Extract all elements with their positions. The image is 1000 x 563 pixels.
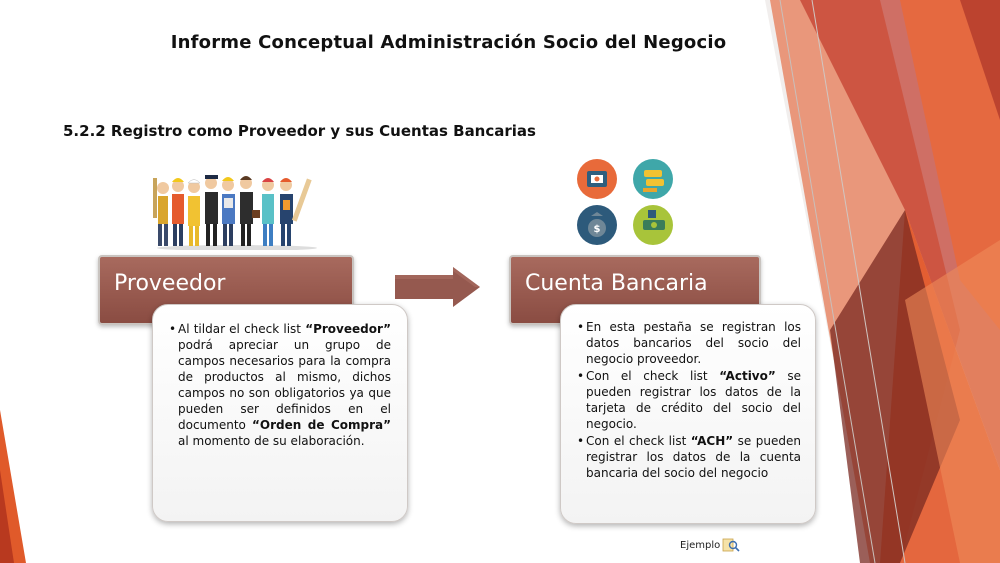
text-run: se pueden registrar los datos de la cuenta bancaria del socio del negocio [586,434,801,480]
cuenta-item-2 [577,433,801,481]
banking-icons-illustration [572,158,682,248]
cuenta-item-1 [577,368,801,432]
svg-text:$: $ [593,224,601,235]
ejemplo-link[interactable] [680,538,740,552]
cuenta-bancaria-description-card [560,304,816,524]
proveedor-description-card [152,304,408,522]
text-run-bold: “ACH” [690,434,734,448]
text-run: Con el check list [586,434,691,448]
proveedor-header-label: Proveedor [114,271,226,296]
text-run-bold: “Activo” [719,369,776,383]
cuenta-bancaria-header-label: Cuenta Bancaria [525,271,708,296]
right-arrow-icon [395,267,480,307]
text-run: al momento de su elaboración. [178,434,365,448]
cuenta-item-0 [577,319,801,367]
ejemplo-label: Ejemplo [680,539,721,551]
magnifier-document-icon [722,538,740,552]
text-run-bold: “Proveedor” [305,322,391,336]
text-run: Al tildar el check list [178,322,306,336]
workers-illustration [150,168,325,250]
text-run: En esta pestaña se registran los datos bancarios del socio del negocio proveedor. [586,320,801,366]
slide-title: Informe Conceptual Administración Socio del Negocio [170,32,727,53]
section-heading: 5.2.2 Registro como Proveedor y sus Cuentas Bancarias [63,122,536,140]
text-run-bold: “Orden de Compra” [252,418,391,432]
text-run: Con el check list [586,369,720,383]
text-run: podrá apreciar un grupo de campos necesarios para la compra de productos al mismo, dichos campos no son obligatorios ya que pueden ser definidos en el documento [178,338,391,432]
text-run: se pueden registrar los datos de la tarjeta de crédito del socio del negocio. [586,369,802,431]
proveedor-item-0 [169,321,391,449]
